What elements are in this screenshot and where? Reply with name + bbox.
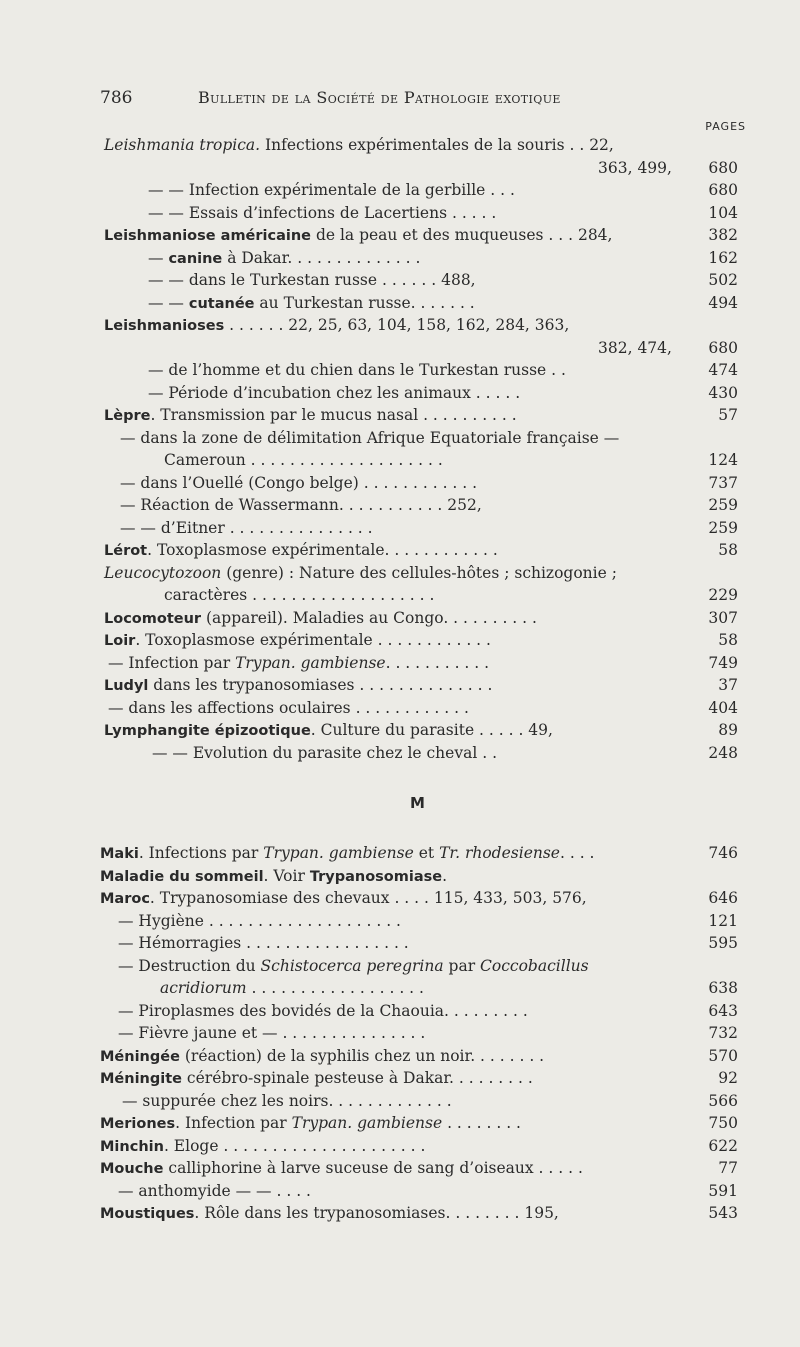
entry-text-part: . Eloge . . . . . . . . . . . . . . . . . . . . . [163,1136,426,1155]
entry-text [104,721,553,739]
entry-page-number: 746 [708,844,738,862]
index-entry [0,654,800,677]
entry-text-part: . [442,866,448,885]
entry-page-number: 89 [718,721,738,739]
index-entry [0,451,800,474]
entry-text [148,204,496,222]
entry-text-part: . Rôle dans les trypanosomiases. . . . . . . . 195, [194,1204,559,1222]
entry-text [104,136,614,154]
entry-page-number: 622 [708,1136,738,1155]
entry-page-number: 58 [718,631,738,649]
entry-text [100,1204,559,1222]
entry-text-part: Maroc [100,891,150,907]
index-entry [0,676,800,699]
entry-text [148,361,566,379]
entry-text-part: . Infections par [138,844,264,862]
entry-page-number: 229 [708,586,738,604]
entry-page-number: 430 [708,383,738,402]
entry-text-part: — Destruction du [118,956,261,975]
entry-text-part: — Fièvre jaune et — . . . . . . . . . . . . . . . [118,1024,426,1042]
entry-text-part: cérébro-spinale pesteuse à Dakar. . . . . . . . . [182,1069,533,1087]
index-entry [0,1002,800,1025]
entry-text-part: — Infection par [108,653,236,672]
index-entry [0,1159,800,1182]
entry-page-number: 595 [708,934,738,952]
entry-text [122,1092,452,1110]
entry-text [164,451,443,469]
entry-text-part: Leishmania tropica. [104,136,261,154]
entry-text-part: Trypanosomiase [309,868,443,885]
entry-text-part: — Réaction de Wassermann. . . . . . . . . . . 252, [120,496,482,514]
index-entry [0,609,800,632]
entry-page-number: 680 [708,181,738,199]
entry-text [100,867,447,885]
entry-text-part: — Piroplasmes des bovidés de la Chaouia. . . . . . . . . [118,1001,528,1020]
entry-text-part: — dans la zone de délimitation Afrique Equatoriale française — [120,428,620,447]
index-entry [0,204,800,227]
entry-text-part: Minchin [100,1138,164,1155]
entry-page-number: 124 [708,451,738,469]
index-block-l [0,136,800,766]
index-entry [0,1137,800,1160]
entry-text-part: Leishmaniose américaine [104,228,312,244]
section-letter: M [410,794,425,812]
entry-page-number: 638 [708,979,738,997]
entry-text-part: au Turkestan russe. . . . . . . [254,293,475,312]
entry-text-part: Lèpre [104,408,151,424]
entry-text-part: Ludyl [104,678,149,694]
entry-text [152,744,497,762]
entry-text [148,249,420,267]
entry-text-part: par [443,956,481,975]
index-entry [0,226,800,249]
entry-text-part: Lymphangite épizootique [104,723,311,739]
index-entry [0,889,800,912]
entry-text [148,384,520,402]
entry-text-part: — — dans le Turkestan russe . . . . . . 488, [148,271,476,289]
entry-text [104,541,498,559]
entry-page-number: 77 [718,1159,738,1177]
index-entry [0,429,800,452]
entry-page-number: 162 [708,248,738,267]
entry-text-part: — — [148,293,189,312]
entry-text-part: Trypan. gambiense [263,844,414,862]
entry-text [598,159,672,177]
entry-text [118,957,589,975]
running-title: Bulletin de la Société de Pathologie exotique [198,88,561,107]
entry-text [100,889,587,907]
entry-page-number: 404 [708,698,738,717]
entry-text [120,496,482,514]
entry-page-number: 643 [708,1001,738,1020]
entry-text-part: . Toxoplasmose expérimentale . . . . . . . . . . . . [135,631,491,649]
entry-page-number: 680 [708,338,738,357]
entry-text-part: Maladie du sommeil [100,868,264,885]
entry-text-part: (réaction) de la syphilis chez un noir. . . . . . . . [179,1046,545,1065]
index-entry [0,1114,800,1137]
entry-text-part: — Hygiène . . . . . . . . . . . . . . . . . . . . [118,911,401,930]
entry-text-part: Coccobacillus [480,956,589,975]
entry-page-number: 248 [708,743,738,762]
entry-text [104,631,491,649]
entry-text-part: . . . . [559,844,595,862]
index-entry [0,406,800,429]
entry-page-number: 494 [708,293,738,312]
entry-text [118,1024,425,1042]
entry-text-part: Méningite [100,1071,182,1087]
index-entry [0,136,800,159]
entry-text [104,564,617,582]
index-entry [0,294,800,317]
entry-text-part: à Dakar. . . . . . . . . . . . . . [222,248,421,267]
entry-text-part: — — d’Eitner . . . . . . . . . . . . . . . [120,518,373,537]
index-entry [0,631,800,654]
index-entry [0,519,800,542]
entry-page-number: 570 [708,1046,738,1065]
entry-page-number: 543 [708,1204,738,1222]
entry-text-part: — de l’homme et du chien dans le Turkestan russe . . [148,361,566,379]
entry-text [104,406,517,424]
entry-text-part: dans les trypanosomiases . . . . . . . . . . . . . . [148,676,493,694]
entry-page-number: 591 [708,1181,738,1200]
entry-page-number: 750 [708,1114,738,1132]
index-entry [0,1204,800,1227]
entry-text [100,844,594,862]
entry-page-number: 566 [708,1091,738,1110]
entry-text-part: . Culture du parasite . . . . . 49, [310,721,553,739]
entry-text-part: Méningée [100,1048,180,1065]
entry-text-part: . Infection par [175,1114,292,1132]
entry-text [118,1002,528,1020]
index-entry [0,361,800,384]
entry-page-number: 104 [708,203,738,222]
index-entry [0,159,800,182]
entry-text-part: Locomoteur [104,610,202,627]
entry-text-part: . . . . . . . . . . . . . . . . . . [246,979,424,997]
entry-text [148,294,475,312]
entry-page-number: 732 [708,1024,738,1042]
entry-text [104,676,492,694]
entry-text [104,316,569,334]
index-entry [0,541,800,564]
entry-text [108,699,469,717]
index-entry [0,979,800,1002]
entry-text-part: Loir [104,633,136,649]
page-header [100,88,740,112]
entry-text-part: — — Infection expérimentale de la gerbille . . . [148,181,515,199]
index-entry [0,912,800,935]
index-entry [0,564,800,587]
entry-page-number: 680 [708,158,738,177]
entry-text-part: — Période d’incubation chez les animaux . . . . . [148,383,521,402]
entry-page-number: 749 [708,653,738,672]
entry-text-part: et [413,844,440,862]
entry-text [118,1182,311,1200]
entry-text [120,429,619,447]
entry-text [100,1137,425,1155]
entry-page-number: 58 [718,541,738,559]
entry-page-number: 57 [718,406,738,424]
entry-text-part: canine [168,250,223,267]
entry-text-part: Schistocerca peregrina [260,956,444,975]
index-entries [0,136,800,1227]
index-entry [0,586,800,609]
entry-text-part: 382, 474, [598,338,672,357]
entry-text-part: de la peau et des muqueuses . . . 284, [311,226,613,244]
index-entry [0,384,800,407]
index-entry [0,496,800,519]
entry-text [598,339,672,357]
entry-text [120,474,477,492]
entry-text-part: — [148,248,169,267]
entry-page-number: 737 [708,473,738,492]
section-heading [0,784,800,826]
entry-text-part: Mouche [100,1161,164,1177]
index-entry [0,1182,800,1205]
entry-text-part: — suppurée chez les noirs. . . . . . . . . . . . . [122,1091,452,1110]
entry-text-part: Trypan. gambiense [235,653,386,672]
page-number: 786 [100,88,133,108]
entry-text [108,654,489,672]
entry-text [148,181,515,199]
entry-text-part: Leishmanioses [104,318,225,334]
entry-text-part: Moustiques [100,1206,195,1222]
entry-text-part: . . . . . . . . [442,1114,521,1132]
entry-text-part: caractères . . . . . . . . . . . . . . . . . . . [164,586,435,604]
entry-page-number: 307 [708,608,738,627]
entry-text-part: Infections expérimentales de la souris . . 22, [260,136,614,154]
entry-text-part: Lérot [104,543,148,559]
entry-text-part: — dans l’Ouellé (Congo belge) . . . . . . . . . . . . [120,473,478,492]
entry-text [148,271,476,289]
index-entry [0,957,800,980]
index-entry [0,844,800,867]
entry-text [118,912,401,930]
entry-text-part: . Transmission par le mucus nasal . . . . . . . . . . [150,406,517,424]
entry-text [164,586,434,604]
index-entry [0,721,800,744]
entry-text-part: Trypan. gambiense [291,1114,443,1132]
entry-text [100,1114,521,1132]
entry-text-part: 363, 499, [598,158,672,177]
entry-text-part: Cameroun . . . . . . . . . . . . . . . . . . . . [164,451,443,469]
entry-text-part: (genre) : Nature des cellules-hôtes ; schizogonie ; [221,563,617,582]
index-entry [0,316,800,339]
entry-page-number: 502 [708,271,738,289]
entry-text [100,1159,583,1177]
entry-text [100,1069,533,1087]
entry-text-part: calliphorine à larve suceuse de sang d’oiseaux . . . . . [163,1159,583,1177]
entry-text [104,226,612,244]
entry-text [100,1047,544,1065]
entry-page-number: 37 [718,676,738,694]
entry-text-part: . . . . . . 22, 25, 63, 104, 158, 162, 284, 363, [224,316,570,334]
entry-text-part: — anthomyide — — . . . . [118,1181,311,1200]
index-entry [0,1092,800,1115]
index-entry [0,934,800,957]
index-entry [0,699,800,722]
entry-text-part: . Trypanosomiase des chevaux . . . . 115, 433, 503, 576, [149,889,587,907]
entry-text-part: — — Evolution du parasite chez le cheval . . [152,743,497,762]
entry-text-part: Maki [100,846,139,862]
entry-page-number: 259 [708,496,738,514]
index-entry [0,271,800,294]
entry-text-part: acridiorum [160,979,247,997]
entry-page-number: 382 [708,226,738,244]
index-entry [0,181,800,204]
index-entry [0,1024,800,1047]
entry-text-part: Leucocytozoon [104,563,222,582]
entry-page-number: 646 [708,889,738,907]
entry-page-number: 259 [708,518,738,537]
index-block-m [0,844,800,1227]
index-entry [0,867,800,890]
index-entry [0,1069,800,1092]
entry-text-part: . Voir [263,866,310,885]
index-entry [0,339,800,362]
entry-page-number: 121 [708,911,738,930]
entry-text-part: — Hémorragies . . . . . . . . . . . . . . . . . [118,934,409,952]
entry-text-part: cutanée [188,295,255,312]
entry-text [104,609,537,627]
entry-text-part: . . . . . . . . . . . [385,653,490,672]
index-entry [0,744,800,767]
index-entry [0,249,800,272]
entry-text-part: Tr. rhodesiense [439,844,560,862]
index-entry [0,474,800,497]
entry-text-part: — dans les affections oculaires . . . . . . . . . . . . [108,698,469,717]
entry-text-part: — — Essais d’infections de Lacertiens . . . . . [148,203,497,222]
entry-page-number: 92 [718,1069,738,1087]
entry-text-part: (appareil). Maladies au Congo. . . . . . . . . . [201,608,537,627]
entry-text-part: . Toxoplasmose expérimentale. . . . . . . . . . . . [147,541,498,559]
entry-text-part: Meriones [100,1116,176,1132]
entry-text [118,934,409,952]
entry-text [120,519,373,537]
index-entry [0,1047,800,1070]
pages-column-label: PAGES [705,120,746,133]
entry-text [160,979,424,997]
entry-page-number: 474 [708,361,738,379]
